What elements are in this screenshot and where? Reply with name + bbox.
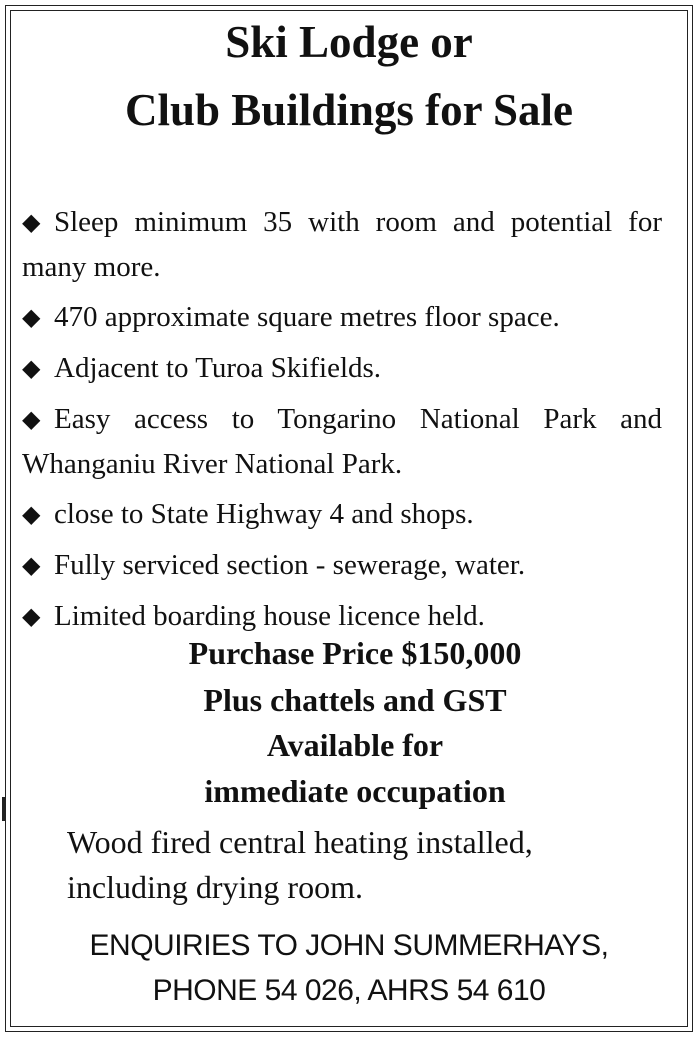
enquiries-contact: ENQUIRIES TO JOHN SUMMERHAYS,	[89, 929, 609, 962]
feature-text: 470 approximate square metres floor space.	[54, 301, 560, 333]
diamond-bullet-icon: ◆	[22, 305, 41, 331]
feature-item	[22, 346, 662, 391]
purchase-price: Purchase Price $150,000	[188, 635, 522, 671]
diamond-bullet-icon: ◆	[22, 407, 41, 433]
availability-line-1: Available for	[266, 727, 444, 763]
heating-note-line-2: including drying room.	[67, 869, 363, 905]
price-terms: Plus chattels and GST	[203, 682, 507, 718]
feature-text: Limited boarding house licence held.	[54, 600, 485, 632]
diamond-bullet-icon: ◆	[22, 502, 41, 528]
availability-line-2: immediate occupation	[204, 773, 506, 809]
heating-note-line-1: Wood fired central heating installed,	[67, 824, 533, 860]
feature-item	[22, 492, 662, 537]
headline-line-2: Club Buildings for Sale	[124, 85, 574, 135]
headline-line-1: Ski Lodge or	[225, 17, 473, 67]
feature-text: Adjacent to Turoa Skifields.	[54, 352, 382, 384]
diamond-bullet-icon: ◆	[22, 356, 41, 382]
feature-text: Sleep minimum 35 with room and potential for many more.	[22, 206, 662, 283]
feature-item	[22, 200, 662, 289]
feature-item	[22, 594, 662, 639]
diamond-bullet-icon: ◆	[22, 553, 41, 579]
feature-text: Fully serviced section - sewerage, water.	[54, 549, 526, 581]
feature-text: close to State Highway 4 and shops.	[54, 498, 474, 530]
feature-text: Easy access to Tongarino National Park and Whanganiu River National Park.	[22, 403, 662, 480]
feature-item	[22, 295, 662, 340]
diamond-bullet-icon: ◆	[22, 604, 41, 630]
feature-item	[22, 543, 662, 588]
feature-list	[22, 200, 662, 639]
diamond-bullet-icon: ◆	[22, 210, 41, 236]
margin-mark	[2, 797, 5, 821]
feature-item	[22, 397, 662, 486]
enquiries-phone: PHONE 54 026, AHRS 54 610	[152, 974, 546, 1007]
